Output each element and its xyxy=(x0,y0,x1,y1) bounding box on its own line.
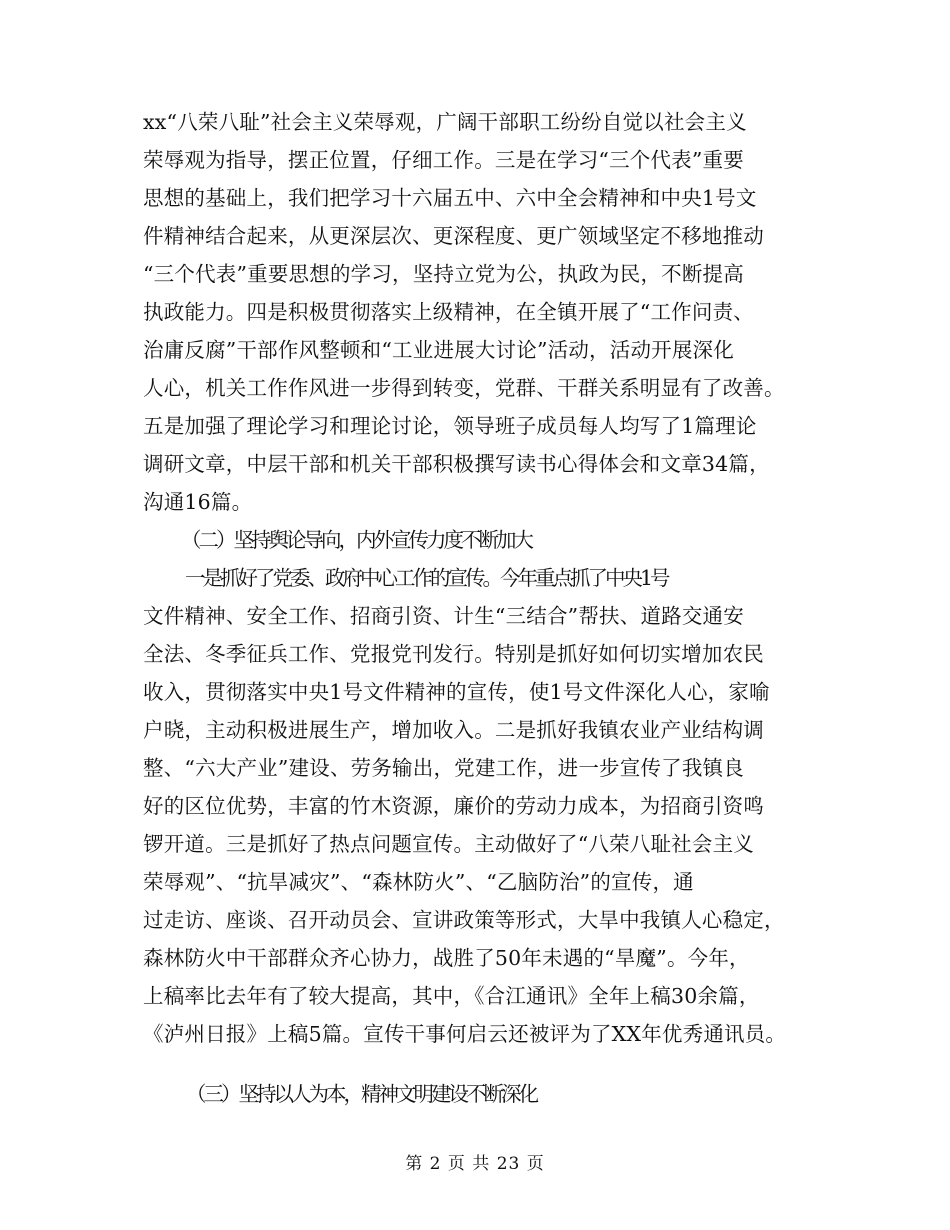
text-line: 沟通16篇。 xyxy=(143,490,253,514)
text-line: 一是抓好了党委、政府中心工作的宣传。今年重点抓了中央1号 xyxy=(185,566,668,590)
section-heading: （二）坚持舆论导向，内外宣传力度不断加大 xyxy=(181,528,531,552)
text-line: 户晓，主动积极进展生产，增加收入。二是抓好我镇农业产业结构调 xyxy=(143,718,764,742)
text-line: 荣辱观”、“抗旱减灾”、“森林防火”、“乙脑防治”的宣传，通 xyxy=(143,870,694,894)
text-line: 《泸州日报》上稿5篇。宣传干事何启云还被评为了XX年优秀通讯员。 xyxy=(143,1022,787,1046)
text-line: 过走访、座谈、召开动员会、宣讲政策等形式，大旱中我镇人心稳定， xyxy=(143,908,785,932)
text-line: 上稿率比去年有了较大提高，其中，《合江通讯》全年上稿30余篇， xyxy=(143,984,760,1008)
text-line: 调研文章，中层干部和机关干部积极撰写读书心得体会和文章34篇， xyxy=(143,452,770,476)
section-heading: （三）坚持以人为本，精神文明建设不断深化 xyxy=(186,1082,536,1106)
text-line: 人心，机关工作作风进一步得到转变，党群、干群关系明显有了改善。 xyxy=(143,376,785,400)
text-line: 文件精神、安全工作、招商引资、计生“三结合”帮扶、道路交通安 xyxy=(143,604,744,628)
text-line: “三个代表”重要思想的学习，坚持立党为公，执政为民，不断提高 xyxy=(143,262,744,286)
text-line: 五是加强了理论学习和理论讨论，领导班子成员每人均写了1篇理论 xyxy=(143,414,757,438)
text-line: 件精神结合起来，从更深层次、更深程度、更广领域坚定不移地推动 xyxy=(143,224,764,248)
text-line: 锣开道。三是抓好了热点问题宣传。主动做好了“八荣八耻社会主义 xyxy=(143,832,754,856)
text-line: xx“八荣八耻”社会主义荣辱观，广阔干部职工纷纷自觉以社会主义 xyxy=(143,110,747,134)
text-line: 执政能力。四是积极贯彻落实上级精神，在全镇开展了“工作问责、 xyxy=(143,300,754,324)
text-line: 好的区位优势，丰富的竹木资源，廉价的劳动力成本，为招商引资鸣 xyxy=(143,794,764,818)
text-line: 治庸反腐”干部作风整顿和“工业进展大讨论”活动，活动开展深化 xyxy=(143,338,734,362)
text-line: 收入，贯彻落实中央1号文件精神的宣传，使1号文件深化人心，家喻 xyxy=(143,680,770,704)
text-line: 思想的基础上，我们把学习十六届五中、六中全会精神和中央1号文 xyxy=(143,186,757,210)
text-line: 全法、冬季征兵工作、党报党刊发行。特别是抓好如何切实增加农民 xyxy=(143,642,764,666)
page-number-footer: 第 2 页 共 23 页 xyxy=(405,1154,545,1174)
text-line: 荣辱观为指导，摆正位置，仔细工作。三是在学习“三个代表”重要 xyxy=(143,148,744,172)
text-line: 森林防火中干部群众齐心协力，战胜了50年未遇的“旱魔”。今年， xyxy=(143,946,750,970)
text-line: 整、“六大产业”建设、劳务输出，党建工作，进一步宣传了我镇良 xyxy=(143,756,744,780)
